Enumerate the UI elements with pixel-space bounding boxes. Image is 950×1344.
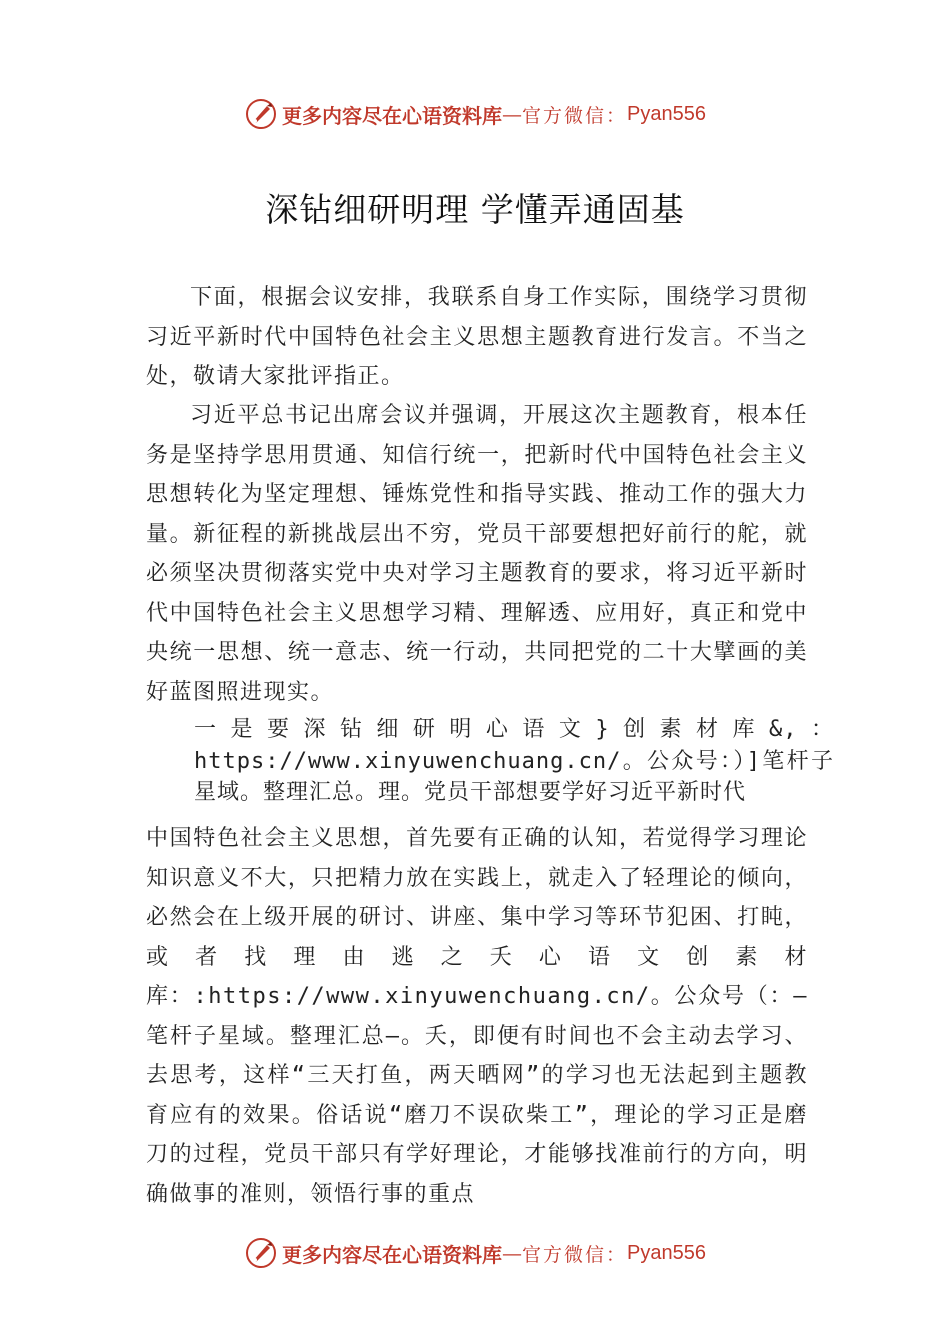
banner-brand-text: 更多内容尽在心语资料库 — [282, 1242, 502, 1267]
paragraph-continuation — [146, 819, 808, 1214]
paragraph-point-one — [194, 714, 834, 809]
banner-wechat-label: 官方微信： — [522, 1243, 628, 1266]
banner-wechat-handle: Pyan556 — [627, 102, 706, 125]
paragraph-intro — [146, 278, 808, 397]
paragraph-text: 习近平总书记出席会议并强调，开展这次主题教育，根本任务是坚持学思用贯通、知信行统一，把新时代中国特色社会主义思想转化为坚定理想、锤炼党性和指导实践、推动工作的强大力量。新征程的新挑战层出不穷，党员干部要想把好前行的舵，就必须坚决贯彻落实党中央对学习主题教育的要求，将习近平新时代中国特色社会主义思想学习精、理解透、应用好，真正和党中央统一思想、统一意志、统一行动，共同把党的二十大擘画的美好蓝图照进现实。 — [146, 403, 808, 705]
quill-logo-icon — [244, 97, 278, 131]
quill-logo-icon — [244, 1236, 278, 1270]
paragraph-text: 一是要深钻细研明心语文}创素材库&,：https://www.xinyuwenchuang.cn/。公众号：）]笔杆子星域。整理汇总。理。党员干部想要学好习近平新时代 — [194, 717, 834, 805]
header-banner — [0, 94, 950, 134]
paragraph-text: 下面，根据会议安排，我联系自身工作实际，围绕学习贯彻习近平新时代中国特色社会主义思想主题教育进行发言。不当之处，敬请大家批评指正。 — [146, 285, 808, 389]
banner-wechat-handle: Pyan556 — [627, 1241, 706, 1264]
footer-banner — [0, 1233, 950, 1273]
banner-dash: — — [502, 102, 522, 126]
banner-dash: — — [502, 1241, 522, 1265]
banner-brand-text: 更多内容尽在心语资料库 — [282, 103, 502, 128]
paragraph-text: 中国特色社会主义思想，首先要有正确的认知，若觉得学习理论知识意义不大，只把精力放在实践上，就走入了轻理论的倾向，必然会在上级开展的研讨、讲座、集中学习等环节犯困、打盹，或者找理由逃之夭心语文创素材库：:https://www.xinyuwenchuang.cn/。公众号（：—笔杆子星域。整理汇总—。夭，即便有时间也不会主动去学习、去思考，这样“三天打鱼，两天晒网”的学习也无法起到主题教育应有的效果。俗话说“磨刀不误砍柴工”，理论的学习正是磨刀的过程，党员干部只有学好理论，才能够找准前行的方向，明确做事的准则，领悟行事的重点 — [146, 826, 808, 1207]
paragraph-main — [146, 396, 808, 712]
document-title: 深钻细研明理 学懂弄通固基 — [265, 190, 685, 229]
banner-wechat-label: 官方微信： — [522, 104, 628, 127]
